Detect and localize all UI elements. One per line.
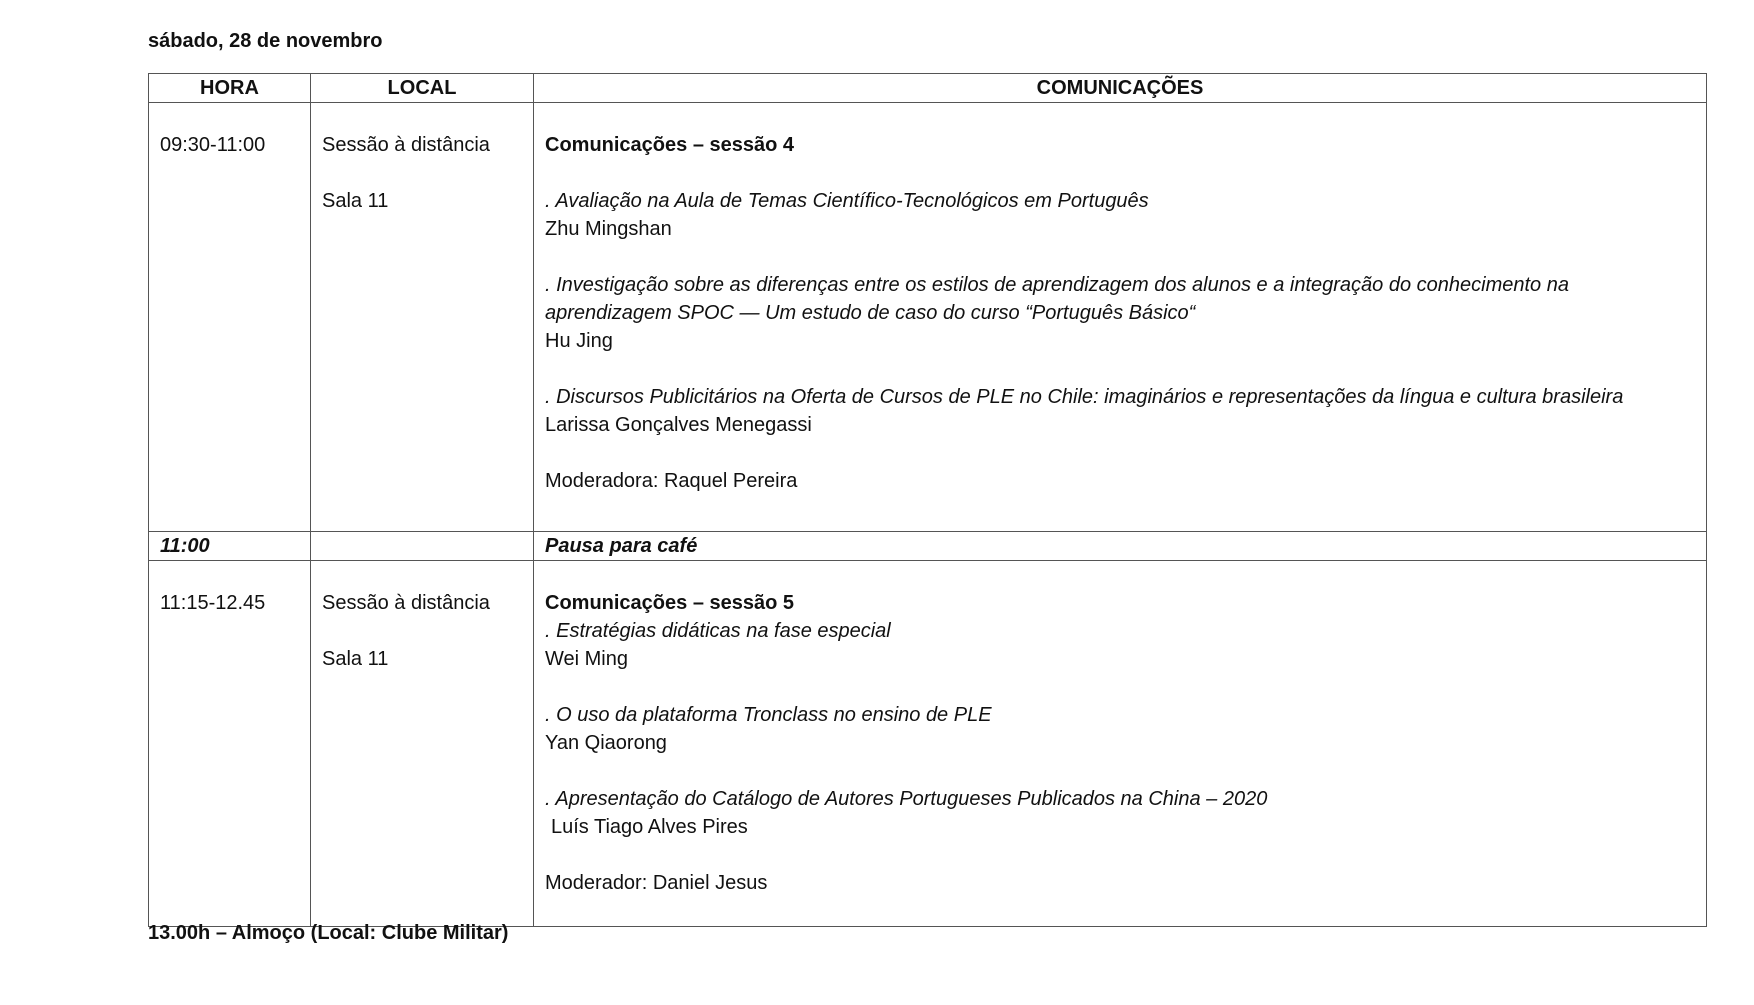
session-4-talk-2-title: . Investigação sobre as diferenças entre os estilos de aprendizagem dos alunos e a integração do conhecimento na aprendizagem SPOC — Um estudo de caso do curso “Português Básico“	[545, 274, 1569, 324]
break-local-cell	[311, 532, 534, 561]
session-5-comunicacoes-cell	[534, 561, 1707, 927]
session-4-hora-cell	[149, 103, 311, 532]
session-5-talk-1-title: . Estratégias didáticas na fase especial	[545, 620, 891, 642]
header-local: LOCAL	[311, 74, 534, 103]
session-5-talk-3-title: . Apresentação do Catálogo de Autores Portugueses Publicados na China – 2020	[545, 788, 1268, 810]
session-4-talk-3-title: . Discursos Publicitários na Oferta de Cursos de PLE no Chile: imaginários e representações da língua e cultura brasileira	[545, 386, 1624, 408]
table-header-row	[149, 74, 1707, 103]
session-4-local-cell	[311, 103, 534, 532]
session-4-talk-1-title: . Avaliação na Aula de Temas Científico-Tecnológicos em Português	[545, 190, 1149, 212]
session-4-local-room: Sala 11	[322, 190, 389, 212]
session-5-moderator: Moderador: Daniel Jesus	[545, 872, 768, 894]
session-5-title: Comunicações – sessão 5	[545, 592, 795, 614]
table-row-break	[149, 532, 1707, 561]
session-5-talk-2-title: . O uso da plataforma Tronclass no ensino de PLE	[545, 704, 992, 726]
session-5-time: 11:15-12.45	[160, 592, 266, 614]
session-5-talk-3-author: Luís Tiago Alves Pires	[551, 816, 748, 838]
session-4-talk-3-author: Larissa Gonçalves Menegassi	[545, 414, 812, 436]
session-4-title: Comunicações – sessão 4	[545, 134, 795, 156]
session-4-local-mode: Sessão à distância	[322, 134, 490, 156]
break-hora-cell: 11:00	[149, 532, 311, 561]
date-heading: sábado, 28 de novembro	[148, 30, 383, 52]
session-4-comunicacoes-cell	[534, 103, 1707, 532]
session-4-time: 09:30-11:00	[160, 134, 266, 156]
session-5-talk-1-author: Wei Ming	[545, 648, 628, 670]
table-row-session-5	[149, 561, 1707, 927]
session-4-moderator: Moderadora: Raquel Pereira	[545, 470, 798, 492]
break-label-cell: Pausa para café	[534, 532, 1707, 561]
session-5-local-cell	[311, 561, 534, 927]
session-4-talk-1-author: Zhu Mingshan	[545, 218, 672, 240]
session-5-local-room: Sala 11	[322, 648, 389, 670]
header-hora: HORA	[149, 74, 311, 103]
schedule-table	[148, 73, 1707, 927]
lunch-note: 13.00h – Almoço (Local: Clube Militar)	[148, 922, 509, 944]
session-4-talk-2-author: Hu Jing	[545, 330, 613, 352]
session-5-local-mode: Sessão à distância	[322, 592, 490, 614]
header-comunicacoes: COMUNICAÇÕES	[534, 74, 1707, 103]
session-5-talk-2-author: Yan Qiaorong	[545, 732, 667, 754]
session-5-hora-cell	[149, 561, 311, 927]
table-row-session-4	[149, 103, 1707, 532]
